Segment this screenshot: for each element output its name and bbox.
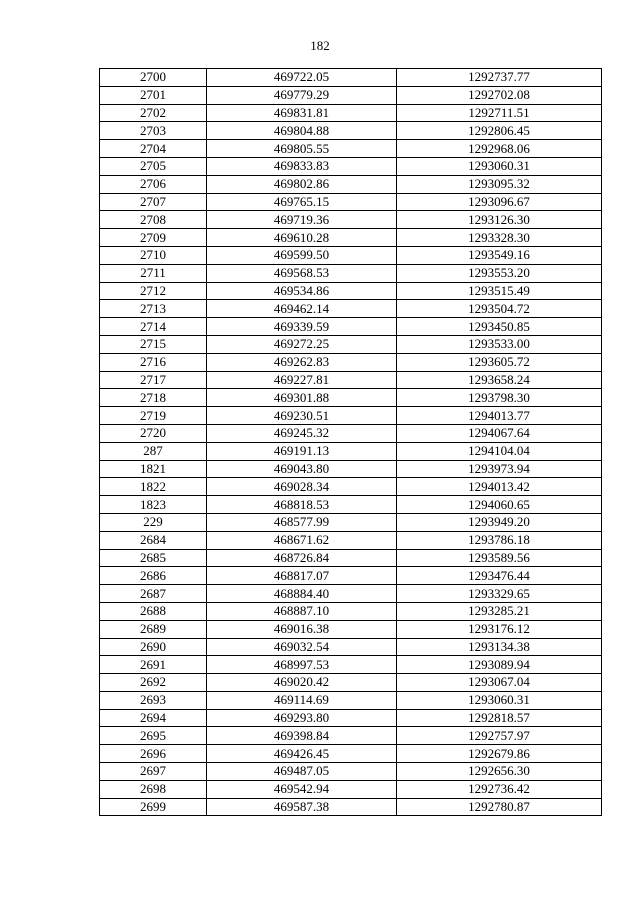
x-coordinate-cell: 469722.05 bbox=[207, 69, 397, 87]
point-number-cell: 2694 bbox=[100, 709, 207, 727]
point-number-cell: 2684 bbox=[100, 531, 207, 549]
point-number-cell: 2716 bbox=[100, 353, 207, 371]
y-coordinate-cell: 1292818.57 bbox=[397, 709, 602, 727]
y-coordinate-cell: 1293658.24 bbox=[397, 371, 602, 389]
y-coordinate-cell: 1293553.20 bbox=[397, 264, 602, 282]
y-coordinate-cell: 1292736.42 bbox=[397, 780, 602, 798]
x-coordinate-cell: 469599.50 bbox=[207, 246, 397, 264]
table-row bbox=[100, 175, 602, 193]
x-coordinate-cell: 469833.83 bbox=[207, 157, 397, 175]
table-row bbox=[100, 335, 602, 353]
x-coordinate-cell: 469114.69 bbox=[207, 691, 397, 709]
point-number-cell: 2693 bbox=[100, 691, 207, 709]
table-row bbox=[100, 763, 602, 781]
x-coordinate-cell: 469805.55 bbox=[207, 140, 397, 158]
x-coordinate-cell: 469301.88 bbox=[207, 389, 397, 407]
y-coordinate-cell: 1293285.21 bbox=[397, 602, 602, 620]
table-row bbox=[100, 318, 602, 336]
point-number-cell: 2692 bbox=[100, 674, 207, 692]
point-number-cell: 2685 bbox=[100, 549, 207, 567]
x-coordinate-cell: 469426.45 bbox=[207, 745, 397, 763]
x-coordinate-cell: 469462.14 bbox=[207, 300, 397, 318]
y-coordinate-cell: 1292679.86 bbox=[397, 745, 602, 763]
y-coordinate-cell: 1293589.56 bbox=[397, 549, 602, 567]
point-number-cell: 1822 bbox=[100, 478, 207, 496]
table-row bbox=[100, 460, 602, 478]
coordinate-table bbox=[99, 68, 602, 816]
point-number-cell: 2698 bbox=[100, 780, 207, 798]
point-number-cell: 2711 bbox=[100, 264, 207, 282]
table-row bbox=[100, 531, 602, 549]
point-number-cell: 2714 bbox=[100, 318, 207, 336]
table-body bbox=[100, 69, 602, 816]
x-coordinate-cell: 468726.84 bbox=[207, 549, 397, 567]
table-row bbox=[100, 193, 602, 211]
table-row bbox=[100, 709, 602, 727]
point-number-cell: 2719 bbox=[100, 407, 207, 425]
table-row bbox=[100, 513, 602, 531]
point-number-cell: 2691 bbox=[100, 656, 207, 674]
x-coordinate-cell: 469020.42 bbox=[207, 674, 397, 692]
y-coordinate-cell: 1293176.12 bbox=[397, 620, 602, 638]
y-coordinate-cell: 1293515.49 bbox=[397, 282, 602, 300]
y-coordinate-cell: 1293973.94 bbox=[397, 460, 602, 478]
x-coordinate-cell: 469542.94 bbox=[207, 780, 397, 798]
y-coordinate-cell: 1293450.85 bbox=[397, 318, 602, 336]
point-number-cell: 2704 bbox=[100, 140, 207, 158]
table-row bbox=[100, 211, 602, 229]
point-number-cell: 2699 bbox=[100, 798, 207, 816]
point-number-cell: 2709 bbox=[100, 229, 207, 247]
x-coordinate-cell: 469043.80 bbox=[207, 460, 397, 478]
x-coordinate-cell: 468671.62 bbox=[207, 531, 397, 549]
y-coordinate-cell: 1293095.32 bbox=[397, 175, 602, 193]
table-row bbox=[100, 104, 602, 122]
x-coordinate-cell: 469719.36 bbox=[207, 211, 397, 229]
point-number-cell: 2710 bbox=[100, 246, 207, 264]
x-coordinate-cell: 469339.59 bbox=[207, 318, 397, 336]
point-number-cell: 2700 bbox=[100, 69, 207, 87]
table-row bbox=[100, 780, 602, 798]
table-row bbox=[100, 567, 602, 585]
y-coordinate-cell: 1293549.16 bbox=[397, 246, 602, 264]
point-number-cell: 2718 bbox=[100, 389, 207, 407]
x-coordinate-cell: 469534.86 bbox=[207, 282, 397, 300]
table-row bbox=[100, 122, 602, 140]
table-row bbox=[100, 353, 602, 371]
x-coordinate-cell: 469610.28 bbox=[207, 229, 397, 247]
point-number-cell: 1823 bbox=[100, 496, 207, 514]
table-row bbox=[100, 745, 602, 763]
y-coordinate-cell: 1293060.31 bbox=[397, 691, 602, 709]
x-coordinate-cell: 469016.38 bbox=[207, 620, 397, 638]
table-row bbox=[100, 157, 602, 175]
y-coordinate-cell: 1294060.65 bbox=[397, 496, 602, 514]
y-coordinate-cell: 1293949.20 bbox=[397, 513, 602, 531]
y-coordinate-cell: 1293067.04 bbox=[397, 674, 602, 692]
table-row bbox=[100, 300, 602, 318]
y-coordinate-cell: 1294104.04 bbox=[397, 442, 602, 460]
point-number-cell: 2687 bbox=[100, 585, 207, 603]
table-row bbox=[100, 442, 602, 460]
x-coordinate-cell: 469779.29 bbox=[207, 86, 397, 104]
x-coordinate-cell: 469028.34 bbox=[207, 478, 397, 496]
x-coordinate-cell: 468818.53 bbox=[207, 496, 397, 514]
table-row bbox=[100, 86, 602, 104]
point-number-cell: 2708 bbox=[100, 211, 207, 229]
x-coordinate-cell: 469245.32 bbox=[207, 424, 397, 442]
x-coordinate-cell: 468577.99 bbox=[207, 513, 397, 531]
point-number-cell: 2689 bbox=[100, 620, 207, 638]
y-coordinate-cell: 1293329.65 bbox=[397, 585, 602, 603]
table-row bbox=[100, 282, 602, 300]
table-row bbox=[100, 585, 602, 603]
point-number-cell: 229 bbox=[100, 513, 207, 531]
x-coordinate-cell: 469587.38 bbox=[207, 798, 397, 816]
point-number-cell: 2701 bbox=[100, 86, 207, 104]
point-number-cell: 2706 bbox=[100, 175, 207, 193]
y-coordinate-cell: 1292757.97 bbox=[397, 727, 602, 745]
point-number-cell: 2696 bbox=[100, 745, 207, 763]
table-row bbox=[100, 478, 602, 496]
table-row bbox=[100, 620, 602, 638]
table-row bbox=[100, 638, 602, 656]
x-coordinate-cell: 469272.25 bbox=[207, 335, 397, 353]
table-row bbox=[100, 656, 602, 674]
table-row bbox=[100, 389, 602, 407]
point-number-cell: 2715 bbox=[100, 335, 207, 353]
table-row bbox=[100, 549, 602, 567]
table-row bbox=[100, 371, 602, 389]
table-row bbox=[100, 407, 602, 425]
x-coordinate-cell: 469804.88 bbox=[207, 122, 397, 140]
table-row bbox=[100, 496, 602, 514]
x-coordinate-cell: 468817.07 bbox=[207, 567, 397, 585]
x-coordinate-cell: 469230.51 bbox=[207, 407, 397, 425]
x-coordinate-cell: 469802.86 bbox=[207, 175, 397, 193]
table-row bbox=[100, 798, 602, 816]
table-row bbox=[100, 140, 602, 158]
y-coordinate-cell: 1292780.87 bbox=[397, 798, 602, 816]
table-row bbox=[100, 602, 602, 620]
point-number-cell: 2688 bbox=[100, 602, 207, 620]
x-coordinate-cell: 469831.81 bbox=[207, 104, 397, 122]
y-coordinate-cell: 1292968.06 bbox=[397, 140, 602, 158]
y-coordinate-cell: 1293605.72 bbox=[397, 353, 602, 371]
y-coordinate-cell: 1294013.42 bbox=[397, 478, 602, 496]
y-coordinate-cell: 1293533.00 bbox=[397, 335, 602, 353]
x-coordinate-cell: 469398.84 bbox=[207, 727, 397, 745]
y-coordinate-cell: 1292702.08 bbox=[397, 86, 602, 104]
x-coordinate-cell: 469262.83 bbox=[207, 353, 397, 371]
y-coordinate-cell: 1293476.44 bbox=[397, 567, 602, 585]
y-coordinate-cell: 1293328.30 bbox=[397, 229, 602, 247]
point-number-cell: 2720 bbox=[100, 424, 207, 442]
x-coordinate-cell: 469293.80 bbox=[207, 709, 397, 727]
x-coordinate-cell: 469032.54 bbox=[207, 638, 397, 656]
y-coordinate-cell: 1292656.30 bbox=[397, 763, 602, 781]
point-number-cell: 2713 bbox=[100, 300, 207, 318]
table-row bbox=[100, 424, 602, 442]
y-coordinate-cell: 1293096.67 bbox=[397, 193, 602, 211]
table-row bbox=[100, 727, 602, 745]
page-number: 182 bbox=[310, 38, 330, 53]
x-coordinate-cell: 469227.81 bbox=[207, 371, 397, 389]
x-coordinate-cell: 469487.05 bbox=[207, 763, 397, 781]
point-number-cell: 2697 bbox=[100, 763, 207, 781]
point-number-cell: 2690 bbox=[100, 638, 207, 656]
table-row bbox=[100, 691, 602, 709]
table-row bbox=[100, 246, 602, 264]
y-coordinate-cell: 1293786.18 bbox=[397, 531, 602, 549]
point-number-cell: 2712 bbox=[100, 282, 207, 300]
y-coordinate-cell: 1293060.31 bbox=[397, 157, 602, 175]
y-coordinate-cell: 1293126.30 bbox=[397, 211, 602, 229]
table-row bbox=[100, 264, 602, 282]
y-coordinate-cell: 1292737.77 bbox=[397, 69, 602, 87]
y-coordinate-cell: 1292711.51 bbox=[397, 104, 602, 122]
table-row bbox=[100, 69, 602, 87]
y-coordinate-cell: 1293134.38 bbox=[397, 638, 602, 656]
y-coordinate-cell: 1294013.77 bbox=[397, 407, 602, 425]
table-row bbox=[100, 229, 602, 247]
x-coordinate-cell: 469568.53 bbox=[207, 264, 397, 282]
x-coordinate-cell: 468884.40 bbox=[207, 585, 397, 603]
x-coordinate-cell: 468997.53 bbox=[207, 656, 397, 674]
y-coordinate-cell: 1293798.30 bbox=[397, 389, 602, 407]
point-number-cell: 2705 bbox=[100, 157, 207, 175]
point-number-cell: 1821 bbox=[100, 460, 207, 478]
point-number-cell: 2702 bbox=[100, 104, 207, 122]
point-number-cell: 2686 bbox=[100, 567, 207, 585]
x-coordinate-cell: 469191.13 bbox=[207, 442, 397, 460]
point-number-cell: 287 bbox=[100, 442, 207, 460]
point-number-cell: 2707 bbox=[100, 193, 207, 211]
y-coordinate-cell: 1292806.45 bbox=[397, 122, 602, 140]
y-coordinate-cell: 1294067.64 bbox=[397, 424, 602, 442]
point-number-cell: 2717 bbox=[100, 371, 207, 389]
x-coordinate-cell: 468887.10 bbox=[207, 602, 397, 620]
x-coordinate-cell: 469765.15 bbox=[207, 193, 397, 211]
y-coordinate-cell: 1293504.72 bbox=[397, 300, 602, 318]
table-row bbox=[100, 674, 602, 692]
point-number-cell: 2695 bbox=[100, 727, 207, 745]
point-number-cell: 2703 bbox=[100, 122, 207, 140]
y-coordinate-cell: 1293089.94 bbox=[397, 656, 602, 674]
